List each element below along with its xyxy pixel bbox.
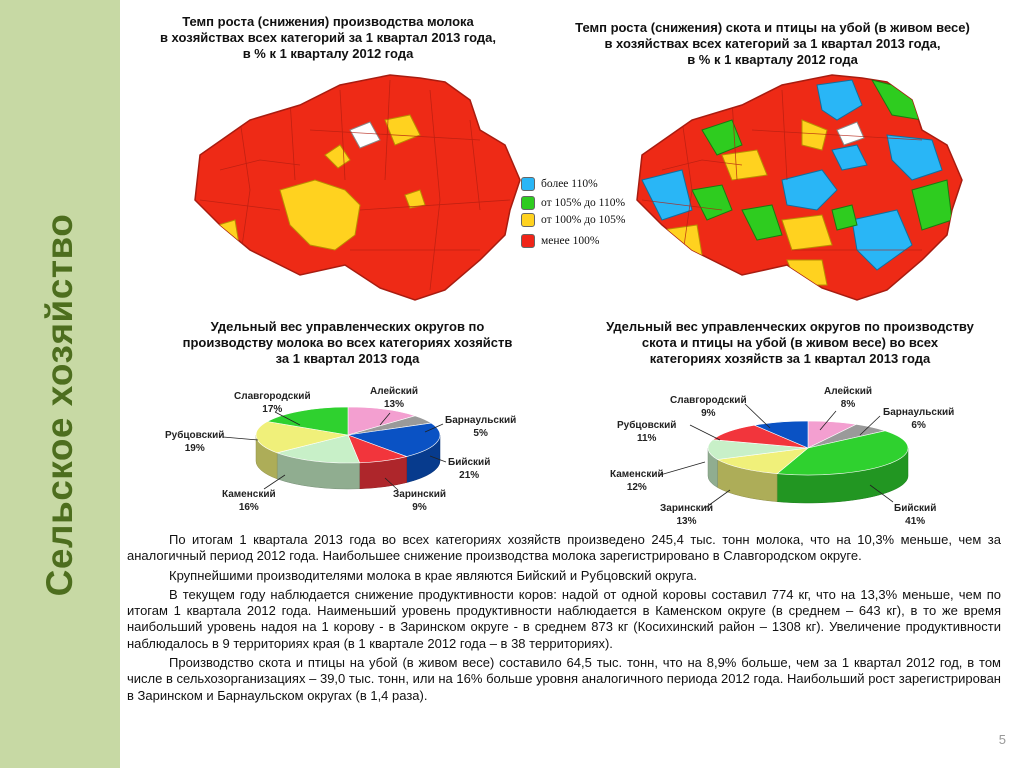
pie-left-label-slavgorod: Славгородский 17%	[234, 391, 311, 415]
legend-item-over-110	[521, 176, 598, 192]
pie-right-label-rubtsovsk: Рубцовский 11%	[617, 420, 677, 444]
pie-right-label-aleysky: Алейский 8%	[824, 386, 873, 410]
pie-left-title: Удельный вес управленческих округов по производству молока во всех категориях хозяйств за 1 квартал 2013 года	[182, 319, 513, 366]
map-left-title: Темп роста (снижения) производства молока в хозяйствах всех категорий за 1 квартал 2013 года, в % к 1 кварталу 2012 года	[159, 14, 497, 61]
sidebar	[0, 0, 120, 768]
pie-right-title: Удельный вес управленческих округов по производству скота и птицы на убой (в живом весе) во всех категориях хозяйств за 1 квартал 2013 года	[606, 319, 974, 366]
pie-left-label-biysk: Бийский 21%	[448, 457, 491, 481]
pie-right-label-zarinsk: Заринский 13%	[660, 503, 713, 527]
page-number: 5	[998, 732, 1006, 747]
legend-item-under-100	[521, 233, 599, 249]
pie-right-label-barnaul: Барнаульский 6%	[883, 407, 955, 431]
legend-item-100-105	[521, 212, 626, 228]
pie-right-label-biysk: Бийский 41%	[894, 503, 937, 527]
map-right-title: Темп роста (снижения) скота и птицы на убой (в живом весе) в хозяйствах всех категорий за 1 квартал 2013 года, в % к 1 кварталу 2012 года	[575, 20, 970, 67]
paragraph: По итогам 1 квартала 2013 года во всех категориях хозяйств произведено 245,4 тыс. тонн молока, что на 10,3% меньше, чем за аналогичный период 2012 года. Наибольшее снижение производства молока зарегистрировано в Славгородском округе.	[127, 532, 1001, 564]
pie-left-label-zarinsk: Заринский 9%	[393, 489, 446, 513]
pie-left-label-aleysky: Алейский 13%	[370, 386, 419, 410]
legend-swatch-green	[521, 196, 535, 210]
legend-label: менее 100%	[541, 235, 600, 247]
legend-label: от 105% до 110%	[541, 197, 626, 209]
map-left	[180, 60, 525, 310]
legend-swatch-red	[521, 234, 535, 248]
map-right	[622, 60, 967, 310]
paragraph: Крупнейшими производителями молока в крае являются Бийский и Рубцовский округа.	[169, 567, 697, 583]
legend-item-105-110	[521, 195, 625, 211]
legend-swatch-blue	[521, 177, 535, 191]
pie-right-label-slavgorod: Славгородский 9%	[670, 395, 747, 419]
pie-left-label-rubtsovsk: Рубцовский 19%	[165, 430, 225, 454]
pie-left-label-barnaul: Барнаульский 5%	[445, 415, 517, 439]
pie-left-label-kamensk: Каменский 16%	[222, 489, 276, 513]
legend-label: от 100% до 105%	[541, 214, 626, 226]
legend-label: более 110%	[541, 178, 598, 190]
pie-right-label-kamensk: Каменский 12%	[610, 469, 664, 493]
body-text	[127, 532, 1001, 707]
paragraph: В текущем году наблюдается снижение продуктивности коров: надой от одной коровы составил 774 кг, что на 13,3% меньше, чем по итогам 1 квартала 2012 года. Наименьший уровень продуктивности наблюдается в Каменском округе (в среднем – 643 кг), в то же время наибольший уровень надоя на 1 корову - в Заринском округе - в среднем 873 кг (Косихинский район – 1308 кг). Увеличение продуктивности наблюдалось в 9 территориях края (в 1 квартале 2012 года – в 38 территориях).	[127, 586, 1001, 651]
section-title: Сельское хозяйство	[39, 213, 80, 597]
legend-swatch-yellow	[521, 213, 535, 227]
paragraph: Производство скота и птицы на убой (в живом весе) составило 64,5 тыс. тонн, что на 8,9% больше, чем за 1 квартал 2012 год, в том числе в сельхозорганизациях – 39,0 тыс. тонн, или на 16% больше уровня аналогичного периода 2012 года. Наибольший рост зарегистрирован в Заринском и Барнаульском округах (в 1,4 раза).	[127, 655, 1001, 703]
